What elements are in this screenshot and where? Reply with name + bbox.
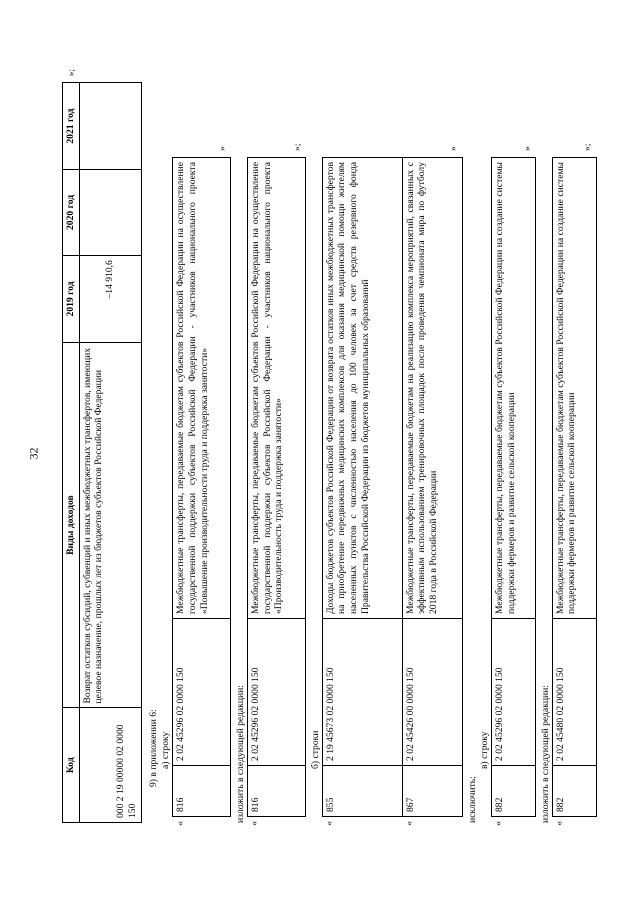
close-quote: » bbox=[216, 146, 228, 151]
income-table bbox=[62, 43, 142, 823]
income-description: Межбюджетные трансферты, передаваемые бюджетам субъектов Российской Федерации на осуществление государственной поддержки субъектов Российской Федерации - участников национального проекта «Производительность труда и поддержка занятости» bbox=[247, 158, 305, 619]
admin-code: 816 bbox=[247, 766, 305, 817]
income-code: 2 19 45673 02 0000 150 bbox=[322, 619, 402, 766]
admin-code: 855 bbox=[322, 766, 402, 817]
open-quote: « bbox=[554, 821, 566, 826]
rows-b bbox=[322, 117, 463, 843]
header-2019: 2019 год bbox=[63, 256, 80, 343]
close-quote: » bbox=[521, 146, 533, 151]
subitem-v: в) строку bbox=[479, 731, 491, 769]
subitem-b: б) строки bbox=[309, 730, 321, 769]
income-table-row bbox=[79, 44, 141, 823]
open-quote: « bbox=[324, 821, 336, 826]
income-code: 2 02 45296 02 0000 150 bbox=[173, 619, 231, 766]
row-value-2020 bbox=[79, 169, 141, 255]
row-a-old bbox=[172, 117, 231, 843]
replace-label-v: изложить в следующей редакции: bbox=[539, 685, 551, 823]
open-quote: « bbox=[174, 821, 186, 826]
close-quote: » bbox=[448, 146, 460, 151]
income-description: Доходы бюджетов субъектов Российской Федерации от возврата остатков иных межбюджетных трансфертов на приобретение передвижных медицинских комплексов для оказания медицинской помощи жителям населенных пунктов с численностью населения до 100 человек за счет средств резервного фонда Правительства Российской Федерации из бюджетов муниципальных образований bbox=[322, 158, 402, 619]
income-description: Межбюджетные трансферты, передаваемые бюджетам на реализацию комплекса мероприятий, связанных с эффективным использованием тренировочных площадок после проведения чемпионата мира по футболу 2018 года в Российской Федерации bbox=[402, 158, 462, 619]
subitem-a: а) строку bbox=[160, 731, 172, 769]
page-number: 32 bbox=[26, 447, 41, 460]
row-v-new bbox=[552, 117, 597, 843]
income-description: Межбюджетные трансферты, передаваемые бюджетам субъектов Российской Федерации на создание системы поддержки фермеров и развитие сельской кооперации bbox=[491, 158, 535, 619]
row-code: 000 2 19 00000 02 0000 150 bbox=[79, 708, 141, 823]
income-code: 2 02 45480 02 0000 150 bbox=[552, 619, 596, 766]
table1-close-quote: »; bbox=[65, 68, 77, 77]
row-description: Возврат остатков субсидий, субвенций и иных межбюджетных трансфертов, имеющих целевое назначение, прошлых лет из бюджетов субъектов Российской Федерации bbox=[79, 342, 141, 708]
row-v-old bbox=[491, 117, 536, 843]
income-code: 2 02 45296 02 0000 150 bbox=[247, 619, 305, 766]
replace-label-a: изложить в следующей редакции: bbox=[235, 685, 247, 823]
row-value-2021 bbox=[79, 83, 141, 169]
admin-code: 882 bbox=[491, 766, 535, 817]
row-a-new bbox=[247, 117, 306, 843]
row-value-2019: –14 910,6 bbox=[79, 256, 141, 343]
header-income-type: Виды доходов bbox=[63, 342, 80, 708]
header-code: Код bbox=[63, 708, 80, 823]
open-quote: « bbox=[404, 821, 416, 826]
header-2020: 2020 год bbox=[63, 169, 80, 255]
admin-code: 816 bbox=[173, 766, 231, 817]
header-2021: 2021 год bbox=[63, 83, 80, 169]
close-quote: »; bbox=[582, 143, 594, 151]
income-code: 2 02 45296 02 0000 150 bbox=[491, 619, 535, 766]
admin-code: 882 bbox=[552, 766, 596, 817]
income-table-header bbox=[63, 44, 80, 823]
exclude-label: исключить; bbox=[466, 776, 478, 823]
income-code: 2 02 45426 00 0000 150 bbox=[402, 619, 462, 766]
item-9-heading: 9) в приложении 6: bbox=[147, 709, 159, 787]
admin-code: 867 bbox=[402, 766, 462, 817]
income-description: Межбюджетные трансферты, передаваемые бюджетам субъектов Российской Федерации на создание системы поддержки фермеров и развитие сельской кооперации bbox=[552, 158, 596, 619]
open-quote: « bbox=[249, 821, 261, 826]
close-quote: »; bbox=[291, 143, 303, 151]
income-description: Межбюджетные трансферты, передаваемые бюджетам субъектов Российской Федерации на осуществление государственной поддержки субъектов Российской Федерации - участников национального проекта «Повышение производительности труда и поддержка занятости» bbox=[173, 158, 231, 619]
rotated-page-content bbox=[62, 43, 602, 843]
open-quote: « bbox=[493, 821, 505, 826]
